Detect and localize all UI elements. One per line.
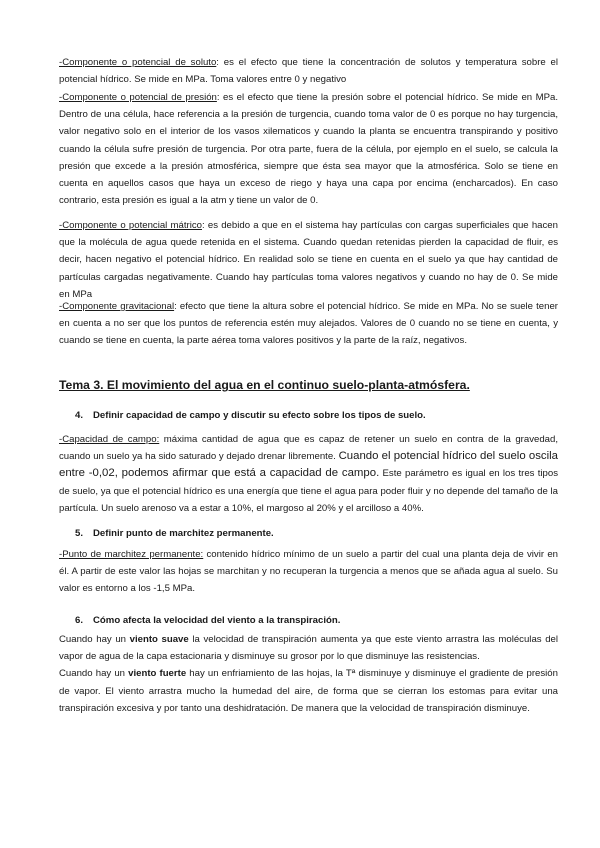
question-6-title: Cómo afecta la velocidad del viento a la transpiración. xyxy=(93,615,341,626)
viento-fuerte-term: viento fuerte xyxy=(128,668,187,680)
definition-gravitacional: : efecto que tiene la altura sobre el potencial hídrico. Se mide en MPa. No se suele tener en cuenta a no ser que los puntos de referencia estén muy alejados. Valores de 0 cuando no se tiene en cuenta, y cuando se tiene en cuenta, la parte aérea toma valores positivos y la parte de la raíz, negativos. xyxy=(59,301,558,347)
question-5-number: 5. xyxy=(75,528,84,539)
term-marchitez: -Punto de marchitez permanente: xyxy=(59,549,204,560)
viento-suave-text: la velocidad de transpiración aumenta ya que este viento arrastra las moléculas del vapor de agua de la capa estacionaria y disminuye su grosor por lo que disminuye las resistencias. xyxy=(59,634,559,663)
definition-matrico: : es debido a que en el sistema hay partículas con cargas superficiales que hacen que la molécula de agua quede retenida en el sistema. Cuando quedan retenidas pierden la capacidad de fluir, es decir, hacen negativo el potencial hídrico. En realidad solo se tiene en cuenta en el suelo ya que hay cantidad de partículas cargadas negativamente. Cuando hay partículas toma valores negativos y cuando no hay de 0. Se mide en MPa xyxy=(59,220,558,300)
viento-suave-term: viento suave xyxy=(129,634,189,645)
definition-presion: : es el efecto que tiene la presión sobre el potencial hídrico. Se mide en MPa. Dentro de una célula, hace referencia a la presión de turgencia, cuando toma valor de 0 es porque no hay turgencia, valor negativo solo en el interior de los vasos xilematicos y cuando la planta se encuentra transpirando y positivo cuando la célula sufre presión de turgencia. Por otra parte, fuera de la célula, por ejemplo en el suelo, se calcula la presión que excede a la presión atmosférica, siempre que ésta sea mayor que la atmosférica. Solo se tiene en cuenta en aquellos casos que haya un exceso de riego y haya una capa por encima (encharcados). En caso contrario, esta presión es igual a la atm y tiene un valor de 0. xyxy=(59,92,558,207)
question-5-title: Definir punto de marchitez permanente. xyxy=(93,528,274,539)
viento-fuerte-intro: Cuando hay un xyxy=(59,668,129,680)
term-matrico: -Componente o potencial mátrico xyxy=(59,220,202,231)
question-6-heading xyxy=(75,612,555,629)
question-4-title: Definir capacidad de campo y discutir su efecto sobre los tipos de suelo. xyxy=(93,410,426,421)
definition-soluto: : es el efecto que tiene la concentración de solutos y temperatura sobre el potencial hídrico. Se mide en MPa. Toma valores entre 0 y negativo xyxy=(59,57,558,86)
paragraph-viento xyxy=(59,631,558,717)
question-4-heading xyxy=(75,407,555,424)
viento-suave-intro: Cuando hay un xyxy=(59,634,130,645)
paragraph-presion xyxy=(59,89,558,209)
definition-capacidad-campo-a: máxima cantidad de agua que es capaz de retener un suelo en contra de la gravedad, cuando un suelo ya ha sido saturado y dejado drenar libremente. xyxy=(59,434,559,463)
section-heading: Tema 3. El movimiento del agua en el continuo suelo-planta-atmósfera. xyxy=(59,378,470,392)
paragraph-soluto xyxy=(59,54,558,88)
viento-fuerte-text: hay un enfriamiento de las hojas, la Tª disminuye y disminuye el gradiente de presión de vapor. El viento arrastra mucho la humedad del aire, de forma que se cierran los estomas para evitar una transpiración excesiva y por tanto una deshidratación. De manera que la velocidad de transpiración disminuye. xyxy=(59,668,558,714)
paragraph-gravitacional xyxy=(59,298,558,350)
definition-capacidad-campo-highlight: Cuando el potencial hídrico del suelo oscila entre -0,02, podemos afirmar que está a capacidad de campo. xyxy=(59,450,558,480)
term-soluto: -Componente o potencial de soluto xyxy=(59,57,217,68)
definition-marchitez: contenido hídrico mínimo de un suelo a partir del cual una planta deja de vivir en él. A partir de este valor las hojas se marchitan y no recuperan la turgencia a menos que se añada agua al suelo. Su valor es entorno a los -1,5 MPa. xyxy=(59,549,558,595)
term-presion: -Componente o potencial de presión xyxy=(59,92,217,103)
paragraph-capacidad-campo xyxy=(59,431,558,517)
question-5-heading xyxy=(75,525,555,542)
definition-capacidad-campo-b: Este parámetro es igual en los tres tipos de suelo, ya que el potencial hídrico es una energía que tiene el agua para poder fluir y no depende del tamaño de la partícula. Un suelo arenoso va a estar a 10%, el margoso al 20% y el arcilloso a 40%. xyxy=(59,468,558,514)
term-capacidad-campo: -Capacidad de campo: xyxy=(59,434,160,445)
question-4-number: 4. xyxy=(75,410,84,421)
term-gravitacional: -Componente gravitacional xyxy=(59,301,175,312)
question-6-number: 6. xyxy=(75,615,84,626)
paragraph-marchitez xyxy=(59,546,558,598)
paragraph-matrico xyxy=(59,217,558,303)
